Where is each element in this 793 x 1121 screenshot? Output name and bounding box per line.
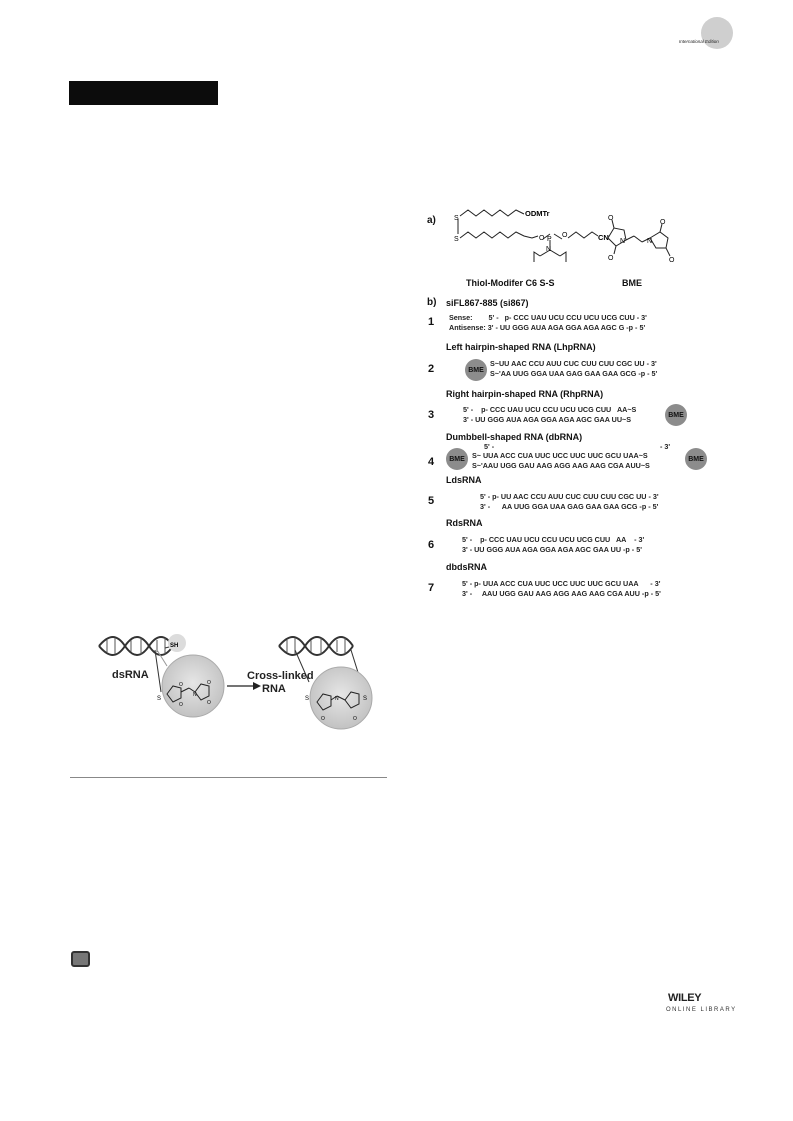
entry-3-top-strand: 5' - p- CCC UAU UCU CCU UCU UCG CUU AA~S [463, 405, 637, 414]
crosslink-scheme [95, 630, 380, 740]
section-header-bar [69, 81, 218, 105]
sulfur-atom-1: S [454, 215, 459, 222]
bme-linker-badge: BME [665, 404, 687, 426]
dsrna-label: dsRNA [112, 669, 149, 681]
entry-4-top-strand: S~ UUA ACC CUA UUC UCC UUC UUC GCU UAA~S [472, 451, 648, 460]
bme-linker-badge: BME [685, 448, 707, 470]
sulfur-atom-2: S [454, 236, 459, 243]
column-divider [70, 777, 387, 778]
nitrogen-atom: N [546, 246, 552, 253]
bme-oxygen-4: O [669, 257, 675, 264]
bme-nitrogen-2: N [647, 238, 653, 245]
bme-oxygen-1: O [608, 215, 614, 222]
phosphorus-atom: P [547, 236, 552, 243]
entry-6-bottom-strand: 3' - UU GGG AUA AGA GGA AGA AGC GAA UU -p - 5' [462, 545, 642, 554]
entry-7-title: dbdsRNA [446, 562, 487, 572]
bme-oxygen-3: O [660, 219, 666, 226]
scheme-o-5: O [321, 716, 325, 722]
scheme-o-2: O [179, 702, 183, 708]
entry-4-five-prime: 5' - [484, 442, 495, 451]
oxygen-atom-2: O [562, 232, 568, 239]
scheme-n-2: N [335, 696, 339, 702]
bme-label: BME [622, 278, 642, 288]
cn-label: CN [598, 233, 609, 242]
entry-2-title: Left hairpin-shaped RNA (LhpRNA) [446, 342, 596, 352]
bme-linker-badge: BME [465, 359, 487, 381]
scheme-o-1: O [179, 682, 183, 688]
bme-oxygen-2: O [608, 255, 614, 262]
entry-number: 5 [428, 495, 435, 507]
entry-5-title: LdsRNA [446, 475, 482, 485]
entry-1-antisense: Antisense: 3' - UU GGG AUA AGA GGA AGA AGC G -p - 5' [449, 323, 646, 332]
entry-5-top-strand: 5' - p- UU AAC CCU AUU CUC CUU CUU CGC UU - 3' [480, 492, 659, 501]
entry-7-top-strand: 5' - p- UUA ACC CUA UUC UCC UUC UUC GCU UAA - 3' [462, 579, 661, 588]
entry-4-bottom-strand: S~'AAU UGG GAU AAG AGG AAG AAG CGA AUU~S [472, 461, 650, 470]
entry-number: 7 [428, 582, 435, 594]
book-icon[interactable] [71, 951, 90, 967]
wiley-online-library-label: ONLINE LIBRARY [666, 1007, 737, 1013]
wiley-logo: WILEY [668, 992, 702, 1004]
scheme-s-2: S [305, 696, 310, 702]
scheme-o-4: O [207, 700, 211, 706]
bme-structure [598, 212, 688, 264]
entry-number: 6 [428, 539, 435, 551]
odmtr-label: ODMTr [525, 209, 550, 218]
edition-label: International Edition [679, 39, 719, 44]
scheme-o-6: O [353, 716, 357, 722]
panel-a-label: a) [427, 215, 436, 226]
oxygen-atom-1: O [539, 235, 545, 242]
si867-title: siFL867-885 (si867) [446, 298, 529, 308]
edition-badge [701, 17, 733, 49]
scheme-n-1: N [193, 692, 197, 698]
entry-7-bottom-strand: 3' - AAU UGG GAU AAG AGG AAG AAG CGA AUU -p - 5' [462, 589, 661, 598]
thiol-group-label: SH [170, 643, 179, 649]
bme-linker-badge: BME [446, 448, 468, 470]
entry-number: 1 [428, 316, 435, 328]
entry-3-title: Right hairpin-shaped RNA (RhpRNA) [446, 389, 604, 399]
crosslinked-label-line2: RNA [262, 683, 286, 695]
panel-b-label: b) [427, 297, 437, 308]
entry-1-sense: Sense: 5' - p- CCC UAU UCU CCU UCU UCG CUU - 3' [449, 313, 647, 322]
entry-number: 4 [428, 456, 435, 468]
bme-nitrogen-1: N [620, 238, 626, 245]
entry-6-top-strand: 5' - p- CCC UAU UCU CCU UCU UCG CUU AA - 3' [462, 535, 645, 544]
thiol-modifier-label: Thiol-Modifer C6 S-S [466, 278, 555, 288]
scheme-s-1: S [157, 696, 162, 702]
scheme-s-3: S [363, 696, 368, 702]
entry-6-title: RdsRNA [446, 518, 483, 528]
entry-4-title: Dumbbell-shaped RNA (dbRNA) [446, 432, 583, 442]
entry-2-bottom-strand: S~'AA UUG GGA UAA GAG GAA GAA GCG -p - 5' [490, 369, 658, 378]
scheme-o-3: O [207, 680, 211, 686]
entry-2-top-strand: S~UU AAC CCU AUU CUC CUU CUU CGC UU - 3' [490, 359, 657, 368]
entry-3-bottom-strand: 3' - UU GGG AUA AGA GGA AGA AGC GAA UU~S [463, 415, 632, 424]
crosslinked-label-line1: Cross-linked [247, 670, 314, 682]
entry-number: 3 [428, 409, 435, 421]
entry-4-three-prime: - 3' [660, 442, 671, 451]
entry-number: 2 [428, 363, 435, 375]
entry-5-bottom-strand: 3' - AA UUG GGA UAA GAG GAA GAA GCG -p - 5' [480, 502, 659, 511]
